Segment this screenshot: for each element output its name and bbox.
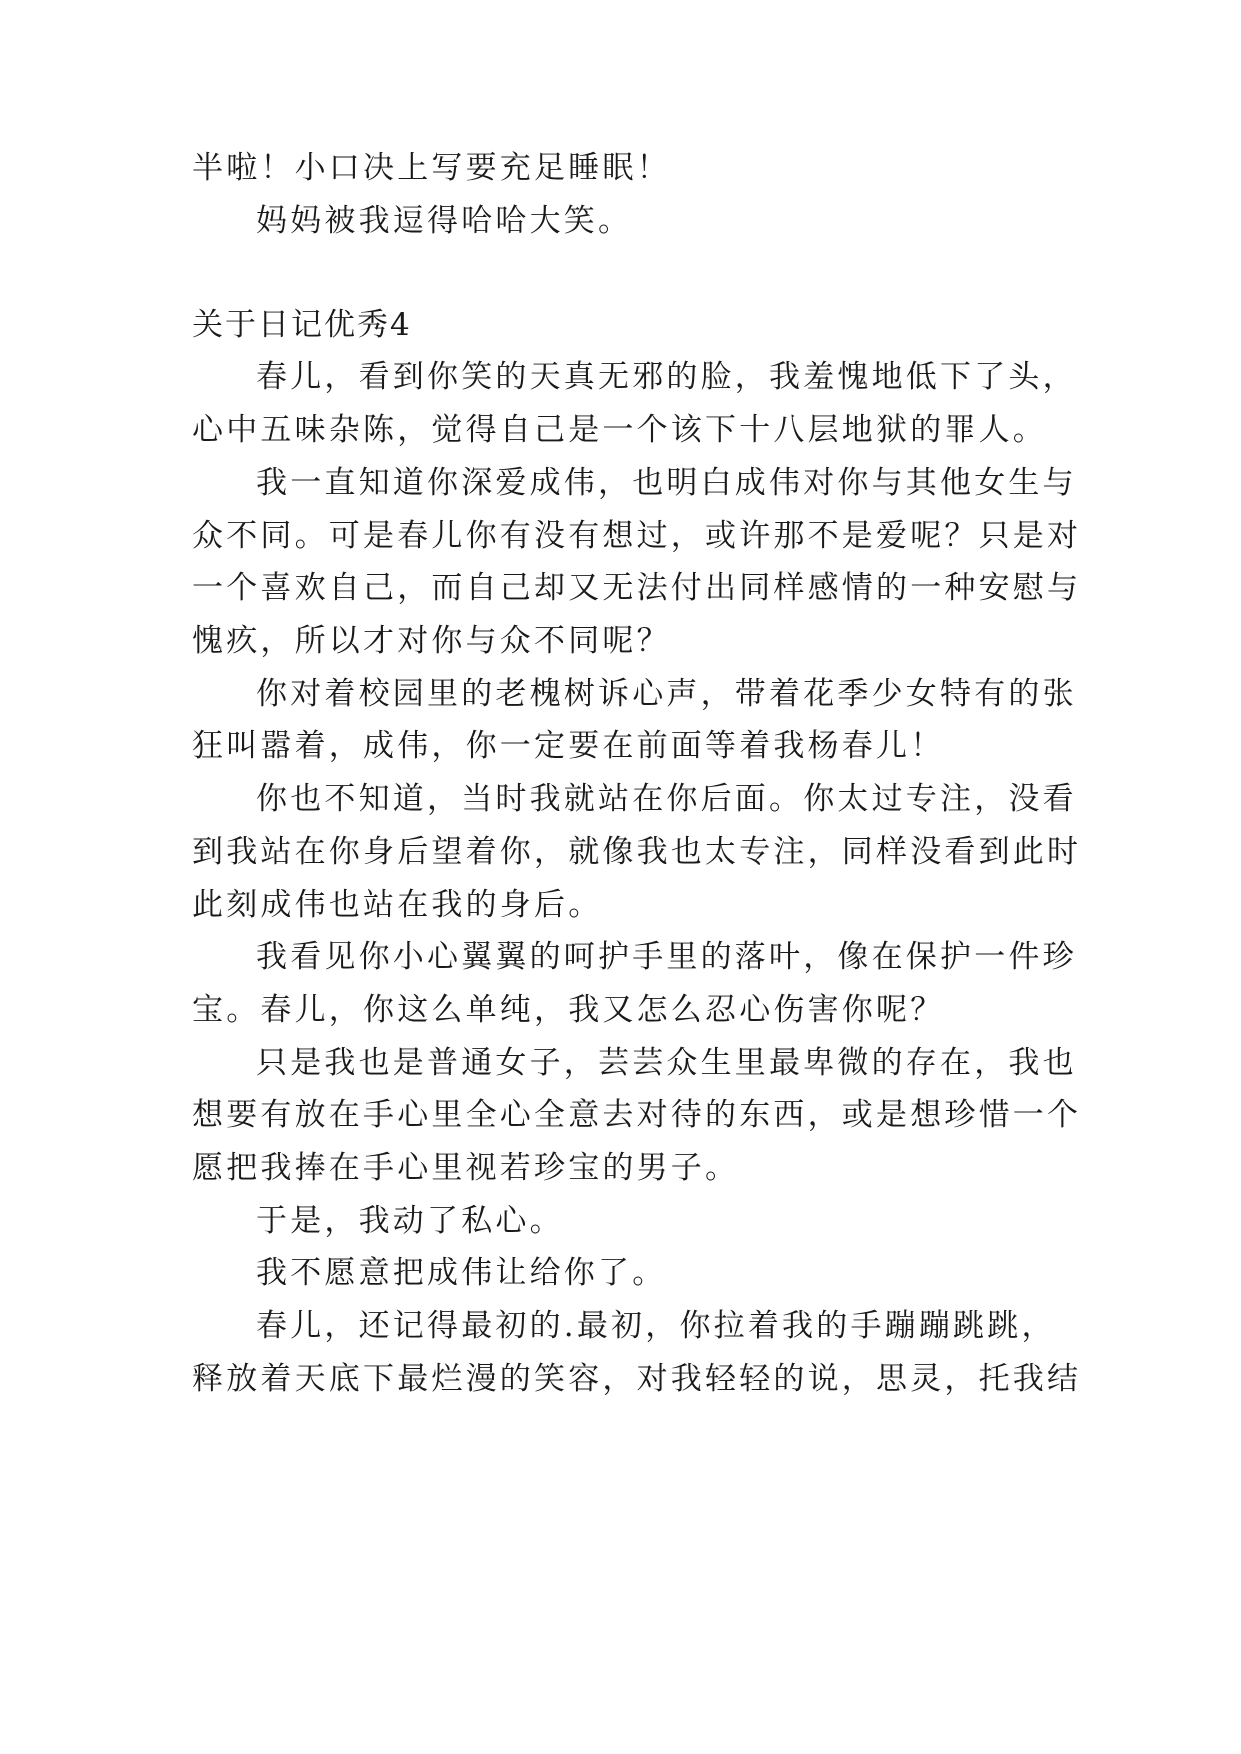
paragraph-line: 只是我也是普通女子，芸芸众生里最卑微的存在，我也 (256, 1045, 1077, 1081)
paragraph-line: 我不愿意把成伟让给你了。 (256, 1255, 667, 1291)
paragraph-line: 于是，我动了私心。 (256, 1203, 564, 1239)
paragraph-line: 我看见你小心翼翼的呵护手里的落叶，像在保护一件珍 (256, 939, 1077, 975)
paragraph-line: 春儿，看到你笑的天真无邪的脸，我羞愧地低下了头， (256, 359, 1077, 395)
paragraph-line: 心中五味杂陈，觉得自己是一个该下十八层地狱的罪人。 (192, 412, 1047, 448)
paragraph-line: 此刻成伟也站在我的身后。 (192, 887, 603, 923)
paragraph-line: 到我站在你身后望着你，就像我也太专注，同样没看到此时 (192, 834, 1082, 870)
paragraph-line: 一个喜欢自己，而自己却又无法付出同样感情的一种安慰与 (192, 570, 1082, 606)
paragraph-line: 想要有放在手心里全心全意去对待的东西，或是想珍惜一个 (192, 1097, 1082, 1133)
paragraph-line: 释放着天底下最烂漫的笑容，对我轻轻的说，思灵，托我结 (192, 1361, 1082, 1397)
paragraph-line: 妈妈被我逗得哈哈大笑。 (256, 203, 633, 239)
paragraph-line: 你对着校园里的老槐树诉心声，带着花季少女特有的张 (256, 676, 1077, 712)
paragraph-line: 我一直知道你深爱成伟，也明白成伟对你与其他女生与 (256, 465, 1077, 501)
paragraph-line: 狂叫嚣着，成伟，你一定要在前面等着我杨春儿！ (192, 728, 945, 764)
paragraph-line: 愧疚，所以才对你与众不同呢？ (192, 623, 671, 659)
paragraph-line: 众不同。可是春儿你有没有想过，或许那不是爱呢？只是对 (192, 518, 1082, 554)
paragraph-line: 春儿，还记得最初的.最初，你拉着我的手蹦蹦跳跳， (256, 1308, 1056, 1344)
paragraph-line: 你也不知道，当时我就站在你后面。你太过专注，没看 (256, 781, 1077, 817)
section-heading: 关于日记优秀4 (192, 307, 412, 343)
paragraph-line: 半啦！小口决上写要充足睡眠！ (192, 150, 671, 186)
paragraph-line: 宝。春儿，你这么单纯，我又怎么忍心伤害你呢？ (192, 992, 945, 1028)
paragraph-line: 愿把我捧在手心里视若珍宝的男子。 (192, 1150, 740, 1186)
